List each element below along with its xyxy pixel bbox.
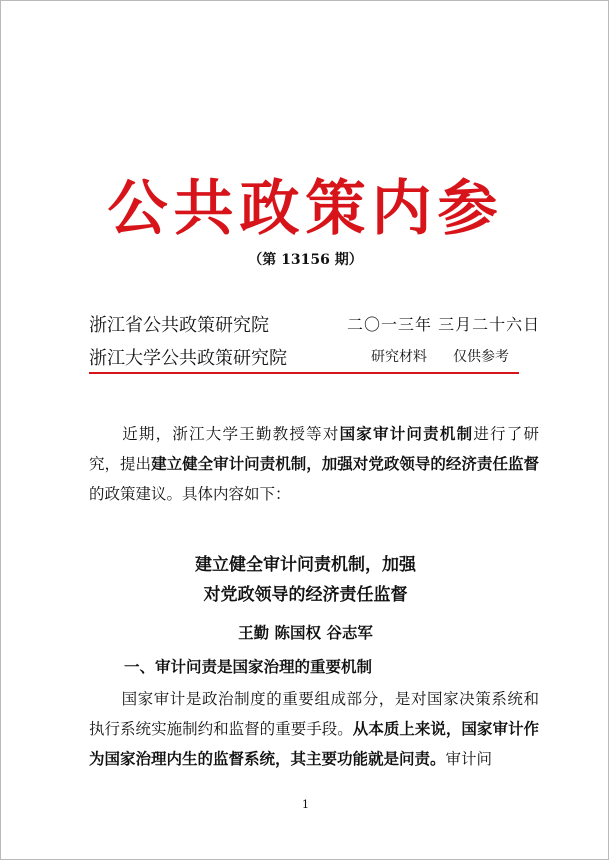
intro-text-1: 近期，浙江大学王勤教授等对	[121, 425, 340, 443]
intro-keyword-mechanism: 国家审计问责机制	[339, 425, 474, 443]
intro-text-2: 进行了研究，提出	[89, 425, 539, 473]
org-name-university: 浙江大学公共政策研究院	[89, 348, 287, 369]
usage-note-research: 研究材料	[371, 349, 427, 365]
intro-text-3: 的政策建议。具体内容如下：	[89, 485, 291, 503]
body-text-bold: 从本质上来说，国家审计作为国家治理内生的监督系统，其主要功能就是问责。	[89, 720, 539, 768]
article-heading-line-2: 对党政领导的经济责任监督	[203, 585, 408, 605]
intro-keyword-proposal: 建立健全审计问责机制，加强对党政领导的经济责任监督	[151, 455, 539, 473]
usage-note-reference: 仅供参考	[453, 349, 509, 365]
page-number: 1	[302, 798, 309, 811]
bulletin-title: 公共政策内参	[107, 174, 504, 244]
article-heading-line-1: 建立健全审计问责机制，加强	[195, 555, 416, 575]
publish-date: 二〇一三年 三月二十六日	[347, 315, 541, 334]
usage-note	[371, 346, 509, 366]
org-name-provincial: 浙江省公共政策研究院	[89, 315, 269, 336]
article-authors: 王勤 陈国权 谷志军	[238, 624, 373, 642]
issue-number: （第 13156 期）	[248, 252, 363, 268]
intro-paragraph	[89, 419, 539, 509]
body-paragraph	[89, 684, 539, 774]
body-text-2: 审计问	[445, 750, 493, 768]
section-heading-1: 一、审计问责是国家治理的重要机制	[124, 658, 373, 676]
body-text-1: 国家审计是政治制度的重要组成部分，是对国家决策系统和执行系统实施制约和监督的重要手段。	[89, 690, 539, 738]
masthead-divider	[89, 372, 519, 374]
